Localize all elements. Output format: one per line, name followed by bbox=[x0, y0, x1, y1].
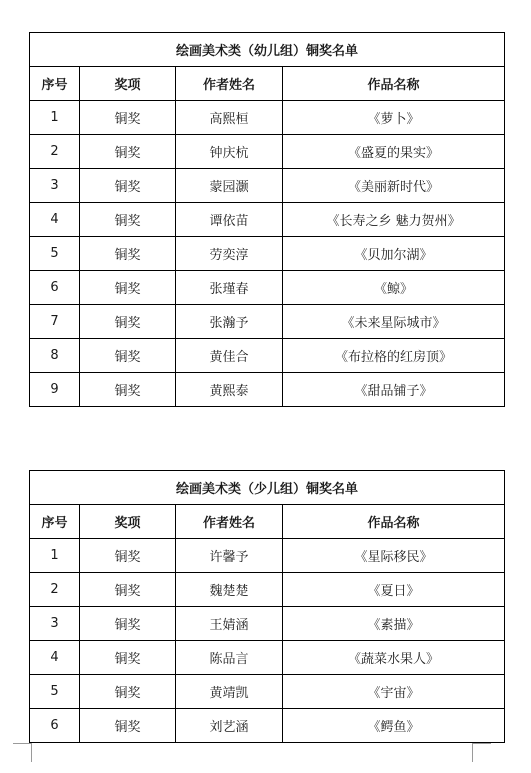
cell-work: 《夏日》 bbox=[283, 573, 505, 607]
cell-index: 5 bbox=[30, 675, 80, 709]
cell-work: 《贝加尔湖》 bbox=[283, 237, 505, 271]
cell-author: 陈品言 bbox=[176, 641, 283, 675]
cell-award: 铜奖 bbox=[80, 641, 176, 675]
cell-index: 1 bbox=[30, 101, 80, 135]
cell-award: 铜奖 bbox=[80, 135, 176, 169]
header-author: 作者姓名 bbox=[176, 67, 283, 101]
table-row bbox=[30, 607, 505, 641]
page-crop-mark-right bbox=[472, 743, 491, 762]
header-author: 作者姓名 bbox=[176, 505, 283, 539]
cell-work: 《甜品铺子》 bbox=[283, 373, 505, 407]
table-title: 绘画美术类（幼儿组）铜奖名单 bbox=[30, 33, 505, 67]
header-index: 序号 bbox=[30, 67, 80, 101]
table-row bbox=[30, 573, 505, 607]
cell-author: 黄靖凯 bbox=[176, 675, 283, 709]
table-row bbox=[30, 373, 505, 407]
table-header-row bbox=[30, 67, 505, 101]
table-title-row bbox=[30, 471, 505, 505]
cell-work: 《长寿之乡 魅力贺州》 bbox=[283, 203, 505, 237]
cell-award: 铜奖 bbox=[80, 169, 176, 203]
cell-award: 铜奖 bbox=[80, 237, 176, 271]
cell-author: 张瀚予 bbox=[176, 305, 283, 339]
header-award: 奖项 bbox=[80, 505, 176, 539]
cell-author: 劳奕淳 bbox=[176, 237, 283, 271]
cell-index: 7 bbox=[30, 305, 80, 339]
cell-author: 王婧涵 bbox=[176, 607, 283, 641]
cell-award: 铜奖 bbox=[80, 607, 176, 641]
cell-work: 《盛夏的果实》 bbox=[283, 135, 505, 169]
table-row bbox=[30, 539, 505, 573]
cell-work: 《布拉格的红房顶》 bbox=[283, 339, 505, 373]
cell-award: 铜奖 bbox=[80, 709, 176, 743]
cell-award: 铜奖 bbox=[80, 573, 176, 607]
cell-author: 黄佳合 bbox=[176, 339, 283, 373]
cell-author: 张瑾春 bbox=[176, 271, 283, 305]
table-row bbox=[30, 709, 505, 743]
cell-author: 谭依苗 bbox=[176, 203, 283, 237]
cell-work: 《美丽新时代》 bbox=[283, 169, 505, 203]
cell-index: 2 bbox=[30, 573, 80, 607]
table-row bbox=[30, 101, 505, 135]
table-row bbox=[30, 203, 505, 237]
cell-work: 《鳄鱼》 bbox=[283, 709, 505, 743]
cell-index: 3 bbox=[30, 169, 80, 203]
table-row bbox=[30, 237, 505, 271]
cell-award: 铜奖 bbox=[80, 203, 176, 237]
cell-work: 《星际移民》 bbox=[283, 539, 505, 573]
cell-work: 《未来星际城市》 bbox=[283, 305, 505, 339]
cell-index: 4 bbox=[30, 203, 80, 237]
cell-work: 《鲸》 bbox=[283, 271, 505, 305]
cell-award: 铜奖 bbox=[80, 101, 176, 135]
table-title: 绘画美术类（少儿组）铜奖名单 bbox=[30, 471, 505, 505]
header-work: 作品名称 bbox=[283, 67, 505, 101]
table-title-row bbox=[30, 33, 505, 67]
cell-index: 6 bbox=[30, 271, 80, 305]
table-row bbox=[30, 135, 505, 169]
table-row bbox=[30, 305, 505, 339]
table-row bbox=[30, 641, 505, 675]
cell-author: 蒙园灏 bbox=[176, 169, 283, 203]
cell-work: 《素描》 bbox=[283, 607, 505, 641]
bronze-award-table-kindergarten bbox=[29, 32, 505, 407]
cell-index: 1 bbox=[30, 539, 80, 573]
cell-work: 《蔬菜水果人》 bbox=[283, 641, 505, 675]
cell-award: 铜奖 bbox=[80, 373, 176, 407]
bronze-award-table-children bbox=[29, 470, 505, 743]
table-row bbox=[30, 271, 505, 305]
cell-index: 3 bbox=[30, 607, 80, 641]
cell-award: 铜奖 bbox=[80, 539, 176, 573]
cell-work: 《宇宙》 bbox=[283, 675, 505, 709]
header-award: 奖项 bbox=[80, 67, 176, 101]
cell-author: 许馨予 bbox=[176, 539, 283, 573]
cell-author: 魏楚楚 bbox=[176, 573, 283, 607]
cell-author: 黄熙泰 bbox=[176, 373, 283, 407]
table-body bbox=[30, 471, 505, 743]
cell-author: 刘艺涵 bbox=[176, 709, 283, 743]
table-row bbox=[30, 169, 505, 203]
table-header-row bbox=[30, 505, 505, 539]
header-index: 序号 bbox=[30, 505, 80, 539]
table-body bbox=[30, 33, 505, 407]
cell-author: 钟庆杭 bbox=[176, 135, 283, 169]
cell-index: 8 bbox=[30, 339, 80, 373]
cell-award: 铜奖 bbox=[80, 271, 176, 305]
table-row bbox=[30, 339, 505, 373]
cell-index: 4 bbox=[30, 641, 80, 675]
header-work: 作品名称 bbox=[283, 505, 505, 539]
cell-award: 铜奖 bbox=[80, 675, 176, 709]
cell-author: 高熙桓 bbox=[176, 101, 283, 135]
table-row bbox=[30, 675, 505, 709]
cell-index: 2 bbox=[30, 135, 80, 169]
cell-index: 9 bbox=[30, 373, 80, 407]
cell-work: 《萝卜》 bbox=[283, 101, 505, 135]
cell-award: 铜奖 bbox=[80, 339, 176, 373]
page-crop-mark-left bbox=[13, 743, 32, 762]
cell-index: 5 bbox=[30, 237, 80, 271]
cell-index: 6 bbox=[30, 709, 80, 743]
cell-award: 铜奖 bbox=[80, 305, 176, 339]
